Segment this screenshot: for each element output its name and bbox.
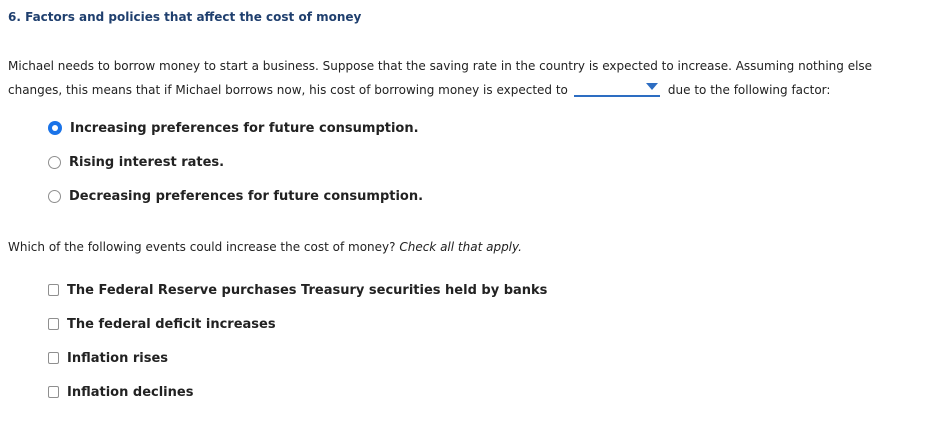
checkbox-unchecked-icon[interactable] (48, 386, 59, 398)
radio-option-rising-interest-rates[interactable] (48, 153, 224, 171)
question-heading: 6. Factors and policies that affect the cost of money (8, 10, 362, 24)
checkbox-unchecked-icon[interactable] (48, 352, 59, 364)
question-1-text-before: Michael needs to borrow money to start a business. Suppose that the saving rate in the country is expected to increase. Assuming nothing else changes, this means that if Michael borrows now, his cost of borrowing money is expected to (8, 59, 873, 97)
radio-option-label: Rising interest rates. (69, 154, 225, 170)
checkbox-option-inflation-rises[interactable] (48, 349, 168, 367)
question-2-prompt: Which of the following events could increase the cost of money? (8, 240, 396, 254)
question-1-text-after: due to the following factor: (667, 83, 831, 97)
radio-option-increasing-preferences[interactable] (48, 119, 419, 137)
radio-selected-icon[interactable] (48, 121, 62, 135)
question-2-instruction: Check all that apply. (399, 240, 522, 254)
radio-option-label: Increasing preferences for future consumption. (70, 120, 419, 136)
question-1-text (8, 54, 908, 102)
radio-unselected-icon[interactable] (48, 156, 61, 169)
radio-option-decreasing-preferences[interactable] (48, 187, 423, 205)
checkbox-option-label: Inflation rises (67, 350, 169, 366)
cost-change-dropdown[interactable] (574, 79, 660, 97)
checkbox-option-fed-purchases[interactable] (48, 281, 547, 299)
caret-down-icon (646, 83, 658, 90)
checkbox-option-label: The Federal Reserve purchases Treasury securities held by banks (67, 282, 548, 298)
question-2-text (8, 240, 522, 254)
checkbox-option-label: Inflation declines (67, 384, 194, 400)
checkbox-unchecked-icon[interactable] (48, 284, 59, 296)
checkbox-unchecked-icon[interactable] (48, 318, 59, 330)
checkbox-option-inflation-declines[interactable] (48, 383, 193, 401)
checkbox-option-deficit-increases[interactable] (48, 315, 276, 333)
checkbox-option-label: The federal deficit increases (67, 316, 276, 332)
radio-option-label: Decreasing preferences for future consumption. (69, 188, 424, 204)
radio-unselected-icon[interactable] (48, 190, 61, 203)
